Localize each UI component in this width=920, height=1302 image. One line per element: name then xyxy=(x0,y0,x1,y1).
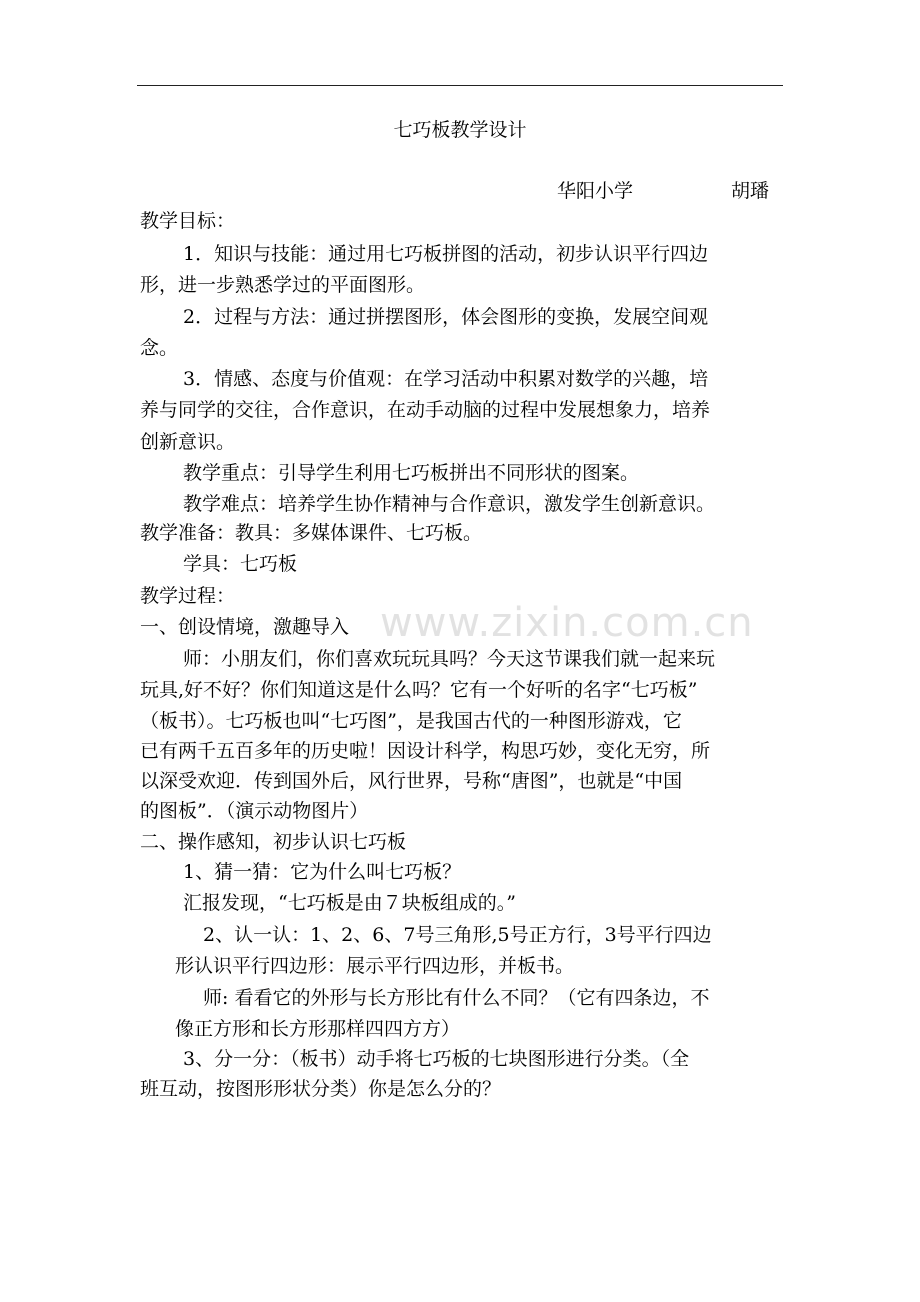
section-1-para-cont: 已有两千五百多年的历史啦！因设计科学，构思巧妙，变化无穷，所 xyxy=(140,740,711,762)
objective-1: 1．知识与技能：通过用七巧板拼图的活动，初步认识平行四边 xyxy=(183,243,709,265)
step-classify: 3、分一分：（板书）动手将七巧板的七块图形进行分类。（全 xyxy=(183,1048,690,1070)
teacher-question: 师: 看看它的外形与长方形比有什么不同？（它有四条边，不 xyxy=(203,987,710,1009)
document-title: 七巧板教学设计 xyxy=(393,119,527,141)
section-1-para-cont: 玩具,好不好？你们知道这是什么吗？它有一个好听的名字“七巧板” xyxy=(140,679,698,701)
step-report: 汇报发现，“七巧板是由７块板组成的。” xyxy=(183,892,516,914)
heading-objectives: 教学目标： xyxy=(140,210,236,232)
objective-2: 2．过程与方法：通过拼摆图形，体会图形的变换，发展空间观 xyxy=(183,306,709,328)
author-name: 胡璠 xyxy=(731,180,770,202)
step-guess: 1、猜一猜：它为什么叫七巧板？ xyxy=(183,861,462,883)
objective-2-cont: 念。 xyxy=(140,337,179,359)
objective-3: 3．情感、态度与价值观：在学习活动中积累对数学的兴趣，培 xyxy=(183,368,709,390)
school-name: 华阳小学 xyxy=(557,180,634,202)
objective-3-cont2: 创新意识。 xyxy=(140,431,236,453)
header-rule xyxy=(137,85,783,86)
step-recognize: 2、认一认：1、2、6、7号三角形,5号正方行，3号平行四边 xyxy=(203,924,712,946)
heading-process: 教学过程： xyxy=(140,585,236,607)
key-point: 教学重点：引导学生利用七巧板拼出不同形状的图案。 xyxy=(183,462,640,484)
section-1-para-cont: 以深受欢迎．传到国外后，风行世界，号称“唐图”，也就是“中国 xyxy=(140,770,683,792)
section-2-heading: 二、操作感知，初步认识七巧板 xyxy=(140,831,407,853)
step-classify-cont: 班互动，按图形形状分类）你是怎么分的？ xyxy=(140,1078,502,1100)
section-1-heading: 一、创设情境，激趣导入 xyxy=(140,616,350,638)
section-1-para-cont: （板书）。七巧板也叫“七巧图”，是我国古代的一种图形游戏，它 xyxy=(140,710,682,732)
objective-1-cont: 形，进一步熟悉学过的平面图形。 xyxy=(140,274,426,296)
student-tools: 学具：七巧板 xyxy=(183,553,298,575)
section-1-para-cont: 的图板”．（演示动物图片） xyxy=(140,800,369,822)
section-1-para: 师：小朋友们，你们喜欢玩玩具吗？今天这节课我们就一起来玩 xyxy=(183,648,716,670)
teaching-prep: 教学准备：教具：多媒体课件、七巧板。 xyxy=(140,522,483,544)
objective-3-cont: 养与同学的交往，合作意识，在动手动脑的过程中发展想象力，培养 xyxy=(140,399,711,421)
teacher-question-cont: 像正方形和长方形那样四四方方） xyxy=(175,1018,461,1040)
difficult-point: 教学难点：培养学生协作精神与合作意识，激发学生创新意识。 xyxy=(183,493,716,515)
step-recognize-cont: 形认识平行四边形：展示平行四边形，并板书。 xyxy=(175,955,575,977)
watermark: www.zixin.com.cn xyxy=(380,600,754,646)
